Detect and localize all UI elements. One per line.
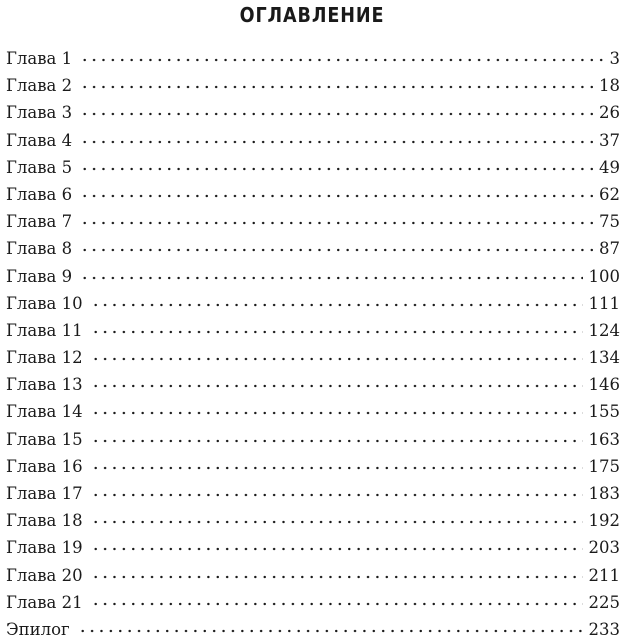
toc-dot-leader: [80, 194, 593, 198]
toc-entry-label: Глава 19: [6, 538, 83, 558]
toc-dot-leader: [91, 493, 583, 497]
toc-entry-page-number: 26: [599, 103, 620, 123]
toc-entry-label: Глава 18: [6, 511, 83, 531]
toc-entry-page-number: 134: [588, 348, 620, 368]
toc-entry-page-number: 37: [599, 130, 620, 150]
toc-dot-leader: [78, 629, 583, 633]
toc-entry[interactable]: [6, 398, 620, 425]
toc-dot-leader: [91, 303, 583, 307]
toc-dot-leader: [91, 357, 583, 361]
toc-entry-label: Глава 17: [6, 484, 83, 503]
toc-entry-label: Глава 21: [6, 592, 83, 612]
toc-entry-label: Глава 2: [6, 76, 73, 96]
toc-entry[interactable]: [6, 72, 620, 99]
toc-entry-page-number: 183: [588, 484, 620, 503]
toc-entry-page-number: 100: [588, 266, 620, 286]
toc-entry[interactable]: [6, 45, 620, 72]
toc-entry-label: Глава 14: [6, 402, 83, 422]
toc-entry-label: Глава 5: [6, 157, 73, 177]
toc-dot-leader: [80, 276, 582, 280]
toc-dot-leader: [80, 58, 603, 62]
toc-entry[interactable]: [6, 154, 620, 181]
toc-entry[interactable]: [6, 426, 620, 453]
toc-entry[interactable]: [6, 507, 620, 534]
toc-entry-page-number: 233: [588, 619, 620, 639]
toc-entry-page-number: 18: [599, 76, 620, 96]
toc-entry[interactable]: [6, 235, 620, 262]
toc-dot-leader: [91, 547, 583, 551]
toc-dot-leader: [80, 112, 593, 116]
toc-entry-label: Эпилог: [6, 619, 70, 639]
toc-entry-label: Глава 3: [6, 103, 73, 123]
toc-dot-leader: [91, 575, 583, 579]
toc-dot-leader: [91, 466, 583, 470]
toc-entry-label: Глава 10: [6, 293, 83, 313]
toc-entry[interactable]: [6, 99, 620, 126]
toc-entry[interactable]: [6, 181, 620, 208]
toc-dot-leader: [80, 167, 593, 171]
toc-entry-label: Глава 1: [6, 49, 73, 68]
toc-entry[interactable]: [6, 263, 620, 290]
toc-entry-label: Глава 15: [6, 429, 83, 449]
toc-entry[interactable]: [6, 589, 620, 616]
toc-entry[interactable]: [6, 344, 620, 371]
toc-entry-page-number: 203: [588, 538, 620, 558]
toc-dot-leader: [91, 602, 583, 606]
toc-entry[interactable]: [6, 208, 620, 235]
toc-entry-page-number: 146: [588, 375, 620, 395]
toc-entry-page-number: 124: [588, 320, 620, 340]
toc-dot-leader: [91, 384, 583, 388]
toc-entry-page-number: 62: [599, 184, 620, 204]
toc-entry-label: Глава 11: [6, 320, 83, 340]
toc-entry-page-number: 211: [588, 565, 620, 585]
toc-entry-label: Глава 13: [6, 375, 83, 395]
toc-list: [6, 45, 620, 643]
toc-entry-page-number: 175: [588, 456, 620, 476]
toc-title: ОГЛАВЛЕНИЕ: [239, 3, 385, 27]
toc-dot-leader: [80, 140, 593, 144]
toc-entry-label: Глава 7: [6, 212, 73, 232]
toc-entry[interactable]: [6, 371, 620, 398]
toc-entry-page-number: 111: [588, 293, 620, 313]
toc-dot-leader: [91, 330, 583, 334]
toc-entry[interactable]: [6, 290, 620, 317]
toc-entry-page-number: 87: [599, 239, 620, 259]
toc-entry-label: Глава 4: [6, 130, 73, 150]
toc-dot-leader: [80, 85, 593, 89]
toc-entry[interactable]: [6, 127, 620, 154]
toc-entry-page-number: 155: [588, 402, 620, 422]
toc-entry-label: Глава 6: [6, 184, 73, 204]
toc-entry-label: Глава 12: [6, 348, 83, 368]
toc-entry-label: Глава 9: [6, 266, 73, 286]
toc-entry-label: Глава 8: [6, 239, 73, 259]
toc-entry[interactable]: [6, 616, 620, 643]
toc-dot-leader: [91, 520, 583, 524]
toc-dot-leader: [91, 439, 583, 443]
toc-entry-page-number: 3: [609, 49, 620, 68]
toc-entry-page-number: 225: [588, 592, 620, 612]
toc-entry-page-number: 163: [588, 429, 620, 449]
toc-entry-label: Глава 20: [6, 565, 83, 585]
toc-dot-leader: [80, 248, 593, 252]
toc-entry[interactable]: [6, 317, 620, 344]
toc-entry[interactable]: [6, 453, 620, 480]
toc-entry[interactable]: [6, 562, 620, 589]
toc-entry-label: Глава 16: [6, 456, 83, 476]
toc-dot-leader: [80, 221, 593, 225]
toc-entry-page-number: 192: [588, 511, 620, 531]
toc-dot-leader: [91, 411, 583, 415]
toc-entry[interactable]: [6, 480, 620, 507]
toc-entry-page-number: 49: [599, 157, 620, 177]
toc-entry[interactable]: [6, 534, 620, 561]
toc-entry-page-number: 75: [599, 212, 620, 232]
